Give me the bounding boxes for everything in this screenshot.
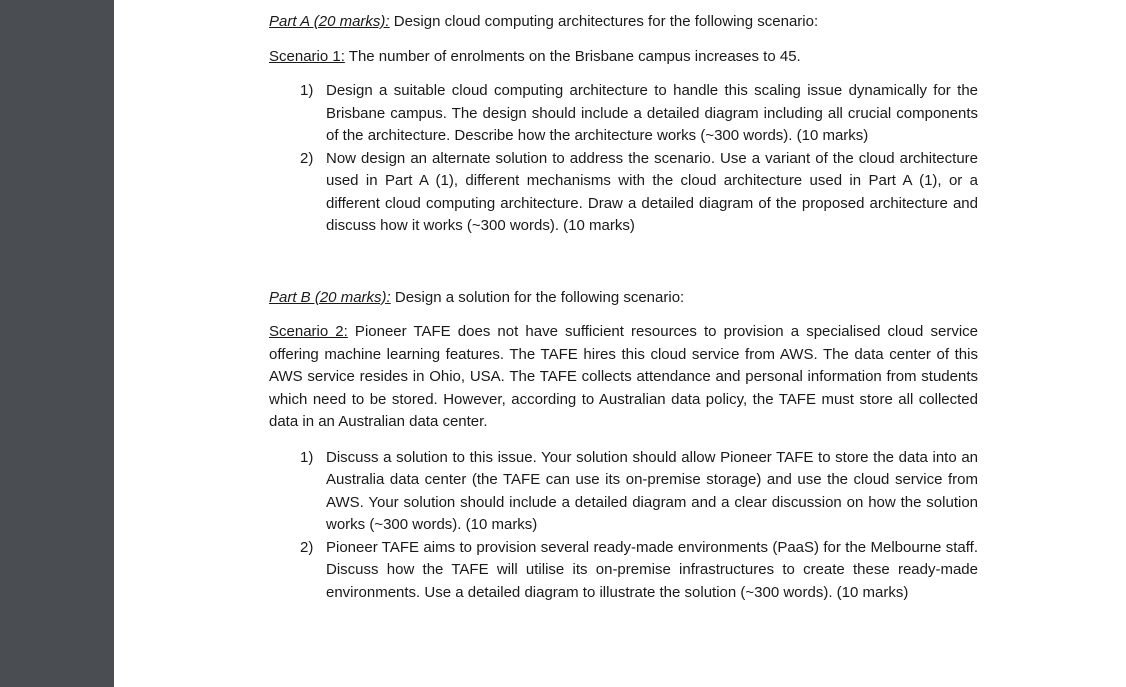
part-b-task-list	[269, 447, 978, 605]
list-item-text: Now design an alternate solution to address the scenario. Use a variant of the cloud architecture used in Part A (1), different mechanisms with the cloud architecture used in Part A (1), or a different cloud computing architecture. Draw a detailed diagram of the proposed architecture and discuss how it works (~300 words). (10 marks)	[326, 149, 978, 234]
scenario-1-text: The number of enrolments on the Brisbane campus increases to 45.	[344, 47, 801, 65]
scenario-2-label: Scenario 2:	[269, 323, 348, 340]
list-item-number: 1)	[300, 82, 314, 99]
part-a-label: Part A (20 marks):	[269, 13, 390, 30]
part-a-heading-text: Design cloud computing architectures for the following scenario:	[389, 13, 819, 30]
list-item-text: Design a suitable cloud computing architecture to handle this scaling issue dynamically for the Brisbane campus. The design should include a detailed diagram including all crucial components of the architecture. Describe how the architecture works (~300 words). (10 marks)	[326, 82, 978, 144]
part-b-heading-text: Design a solution for the following scenario:	[390, 288, 685, 306]
scenario-1	[269, 46, 978, 69]
list-item-text: Discuss a solution to this issue. Your solution should allow Pioneer TAFE to store the data into an Australia data center (the TAFE can use its on-premise storage) and use the cloud service from AWS. Your solution should include a detailed diagram and a clear discussion on how the solution works (~300 words). (10 marks)	[326, 448, 978, 533]
list-item	[269, 537, 978, 605]
part-a-task-list	[269, 80, 978, 238]
list-item	[269, 80, 978, 148]
viewer-left-gutter	[0, 0, 114, 687]
list-item	[269, 447, 978, 537]
scenario-2	[269, 321, 978, 434]
document-content	[269, 11, 978, 604]
scenario-2-text: Pioneer TAFE does not have sufficient resources to provision a specialised cloud service offering machine learning features. The TAFE hires this cloud service from AWS. The data center of this AWS service resides in Ohio, USA. The TAFE collects attendance and personal information from students which need to be stored. However, according to Australian data policy, the TAFE must store all collected data in an Australian data center.	[269, 323, 978, 430]
scenario-1-label: Scenario 1:	[269, 47, 345, 65]
list-item-number: 2)	[300, 149, 314, 167]
list-item-text: Pioneer TAFE aims to provision several ready-made environments (PaaS) for the Melbourne staff. Discuss how the TAFE will utilise its on-premise infrastructures to create these ready-made environments. Use a detailed diagram to illustrate the solution (~300 words). (10 marks)	[326, 538, 978, 601]
list-item-number: 1)	[300, 448, 314, 466]
part-a-heading	[269, 11, 978, 34]
list-item	[269, 148, 978, 238]
document-page	[114, 0, 1126, 687]
list-item-number: 2)	[300, 538, 314, 556]
part-b-heading	[269, 287, 978, 310]
part-b-label: Part B (20 marks):	[269, 288, 391, 306]
